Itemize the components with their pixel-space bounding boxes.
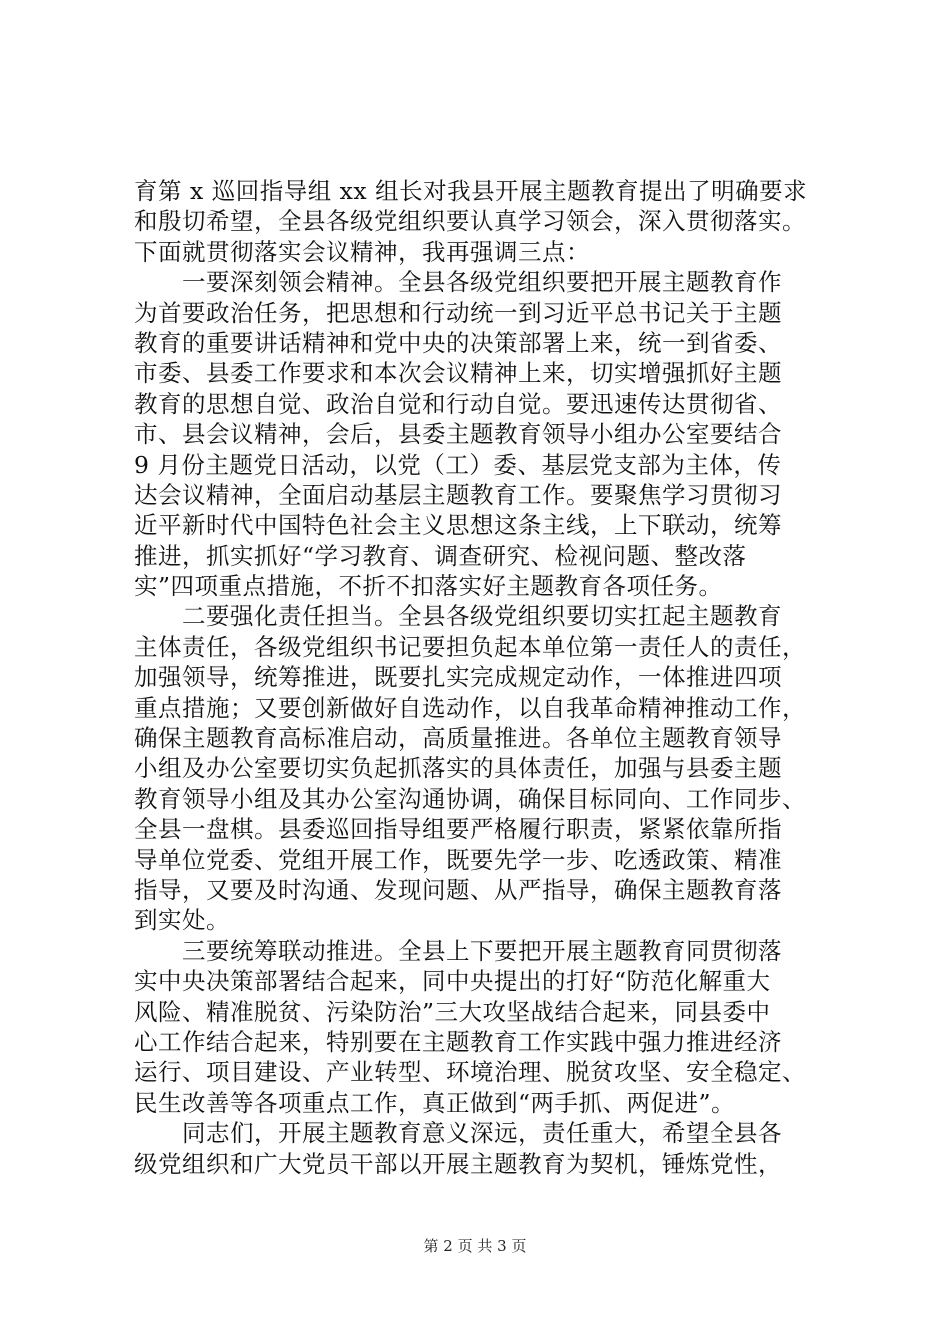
text-line: 一要深刻领会精神。全县各级党组织要把开展主题教育作 [134,268,782,297]
text-line: 心工作结合起来，特别要在主题教育工作实践中强力推进经济 [134,1027,782,1056]
text-line: 为首要政治任务，把思想和行动统一到习近平总书记关于主题 [134,298,782,327]
document-body [134,176,846,1179]
text-line: 育第 x 巡回指导组 xx 组长对我县开展主题教育提出了明确要求 [134,177,808,205]
text-line: 确保主题教育高标准启动，高质量推进。各单位主题教育领导 [134,724,782,753]
text-line: 级党组织和广大党员干部以开展主题教育为契机，锤炼党性， [134,1149,782,1178]
text-line: 到实处。 [134,906,230,935]
text-line: 市、县会议精神，会后，县委主题教育领导小组办公室要结合 [134,420,782,449]
text-line: 加强领导，统筹推进，既要扎实完成规定动作，一体推进四项 [134,663,782,692]
text-line: 达会议精神，全面启动基层主题教育工作。要聚焦学习贯彻习 [134,480,782,509]
page-footer: 第 2 页 共 3 页 [423,1237,527,1255]
text-line: 和殷切希望，全县各级党组织要认真学习领会，深入贯彻落实。 [134,207,806,236]
text-line: 导单位党委、党组开展工作，既要先学一步、吃透政策、精准 [134,845,782,874]
text-line: 市委、县委工作要求和本次会议精神上来，切实增强抓好主题 [134,359,782,388]
text-line: 实”四项重点措施，不折不扣落实好主题教育各项任务。 [134,572,723,601]
text-line: 民生改善等各项重点工作，真正做到“两手抓、两促进”。 [134,1088,736,1117]
text-line: 9 月份主题党日活动，以党（工）委、基层党支部为主体，传 [134,450,782,479]
text-line: 同志们，开展主题教育意义深远，责任重大，希望全县各 [134,1119,782,1148]
text-line: 全县一盘棋。县委巡回指导组要严格履行职责，紧紧依靠所指 [134,815,782,844]
text-line: 风险、精准脱贫、污染防治”三大攻坚战结合起来，同县委中 [134,997,771,1026]
text-line: 运行、项目建设、产业转型、环境治理、脱贫攻坚、安全稳定、 [134,1058,806,1087]
text-line: 指导，又要及时沟通、发现问题、从严指导，确保主题教育落 [134,875,782,904]
text-line: 教育的重要讲话精神和党中央的决策部署上来，统一到省委、 [134,328,782,357]
text-line: 教育的思想自觉、政治自觉和行动自觉。要迅速传达贯彻省、 [134,389,782,418]
text-line: 教育领导小组及其办公室沟通协调，确保目标同向、工作同步、 [134,784,806,813]
text-line: 推进，抓实抓好“学习教育、调查研究、检视问题、整改落 [134,541,747,570]
text-line: 重点措施；又要创新做好自选动作，以自我革命精神推动工作， [134,693,806,722]
text-line: 小组及办公室要切实负起抓落实的具体责任，加强与县委主题 [134,754,782,783]
text-line: 主体责任，各级党组织书记要担负起本单位第一责任人的责任， [134,632,806,661]
text-line: 近平新时代中国特色社会主义思想这条主线，上下联动，统筹 [134,511,782,540]
text-line: 三要统筹联动推进。全县上下要把开展主题教育同贯彻落 [134,936,782,965]
text-line: 实中央决策部署结合起来，同中央提出的打好“防范化解重大 [134,967,771,996]
text-line: 二要强化责任担当。全县各级党组织要切实扛起主题教育 [134,602,782,631]
text-line: 下面就贯彻落实会议精神，我再强调三点： [134,237,590,266]
